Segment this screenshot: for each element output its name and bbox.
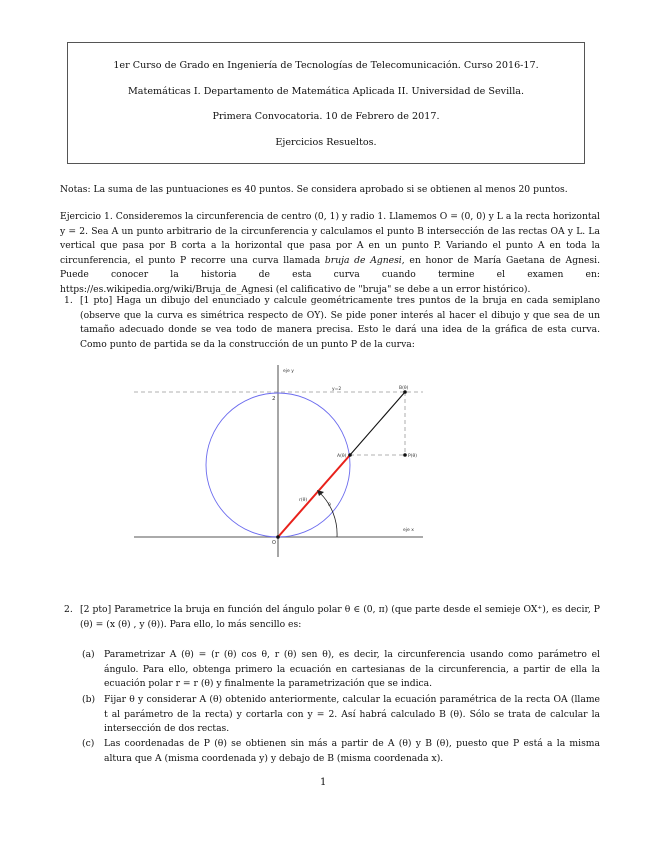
subitem-a-text: Parametrizar A (θ) = (r (θ) cos θ, r (θ) sen θ), es decir, la circunferencia usando como parámetro el ángulo. Para ello, obtenga primero la ecuación en cartesianas de la circunferencia, a partir de ella la ecuación polar r = r (θ) y finalmente la parametrización que se indica. xyxy=(104,649,600,690)
label-two: 2 xyxy=(272,396,276,402)
subitem-c-marker: (c) xyxy=(82,738,95,749)
course-line: 1er Curso de Grado en Ingeniería de Tecnologías de Telecomunicación. Curso 2016-17. xyxy=(113,60,539,71)
subtitle-line: Ejercicios Resueltos. xyxy=(275,137,377,148)
intro-curve-name: bruja de Agnesi xyxy=(324,254,402,266)
page-number: 1 xyxy=(320,777,327,788)
angle-arc xyxy=(320,493,337,537)
intro-text-2: , en honor de María Gaetana de Agnesi. Puede conocer la historia de esta curva cuando termine el examen en: https://es.wikipedia.org/wiki/Bruja_de_Agnesi (el calificativo de "bruja" se debe a un error histórico). xyxy=(60,254,601,295)
exam-date-line: Primera Convocatoria. 10 de Febrero de 2017. xyxy=(212,111,440,122)
label-line: y=2 xyxy=(332,387,342,392)
subitem-b-text: Fijar θ y considerar A (θ) obtenido anteriormente, calcular la ecuación paramétrica de la recta OA (llame t al parámetro de la recta) y cortarla con y = 2. Así habrá calculado B (θ). Sólo se trata de calcular la intersección de dos rectas. xyxy=(104,694,600,735)
intro-text-1: Ejercicio 1. Consideremos la circunferencia de centro (0, 1) y radio 1. Llamemos O = (0, 0) y L a la recta horizontal y = 2. Sea A un punto arbitrario de la circunferencia y calculamos el punto B intersección de las rectas OA y L. La vertical que pasa por B corta a la horizontal que pasa por A en un punto P. Variando el punto A en toda la circunferencia, el punto P recorre una curva llamada xyxy=(60,211,600,266)
label-theta: θ xyxy=(328,503,331,508)
notes: Notas: La suma de las puntuaciones es 40 puntos. Se considera aprobado si se obtienen al menos 20 puntos. xyxy=(60,184,568,195)
label-P: P(θ) xyxy=(408,454,417,459)
arrow-icon xyxy=(317,490,324,496)
radius-segment xyxy=(278,455,350,537)
question-2-marker: 2. xyxy=(64,604,73,615)
subitem-a-marker: (a) xyxy=(82,649,95,660)
segment-AB xyxy=(350,392,405,455)
subitem-b-marker: (b) xyxy=(82,694,96,705)
subitem-c-text: Las coordenadas de P (θ) se obtienen sin más a partir de A (θ) y B (θ), puesto que P está a la misma altura que A (misma coordenada y) y debajo de B (misma coordenada x). xyxy=(104,738,600,764)
label-A: A(θ) xyxy=(337,454,347,459)
label-r: r(θ) xyxy=(299,498,308,503)
label-x-axis: eje x xyxy=(403,528,414,533)
question-1-text: [1 pto] Haga un dibujo del enunciado y calcule geométricamente tres puntos de la bruja en cada semiplano (observe que la curva es simétrica respecto de OY). Se pide poner interés al hacer el dibujo y que sea de un tamaño adecuado donde se vea todo de manera precisa. Esto le dará una idea de la gráfica de esta curva. Como punto de partida se da la construcción de un punto P de la curva: xyxy=(80,295,600,350)
question-1-marker: 1. xyxy=(64,295,73,306)
label-origin: O xyxy=(272,540,276,546)
label-B: B(θ) xyxy=(399,386,409,391)
question-2-text: [2 pto] Parametrice la bruja en función del ángulo polar θ ∈ (0, π) (que parte desde el semieje OX⁺), es decir, P (θ) = (x (θ) , y (θ)). Para ello, lo más sencillo es: xyxy=(80,604,600,630)
department-line: Matemáticas I. Departamento de Matemática Aplicada II. Universidad de Sevilla. xyxy=(127,86,525,97)
label-y-axis: eje y xyxy=(283,369,294,374)
